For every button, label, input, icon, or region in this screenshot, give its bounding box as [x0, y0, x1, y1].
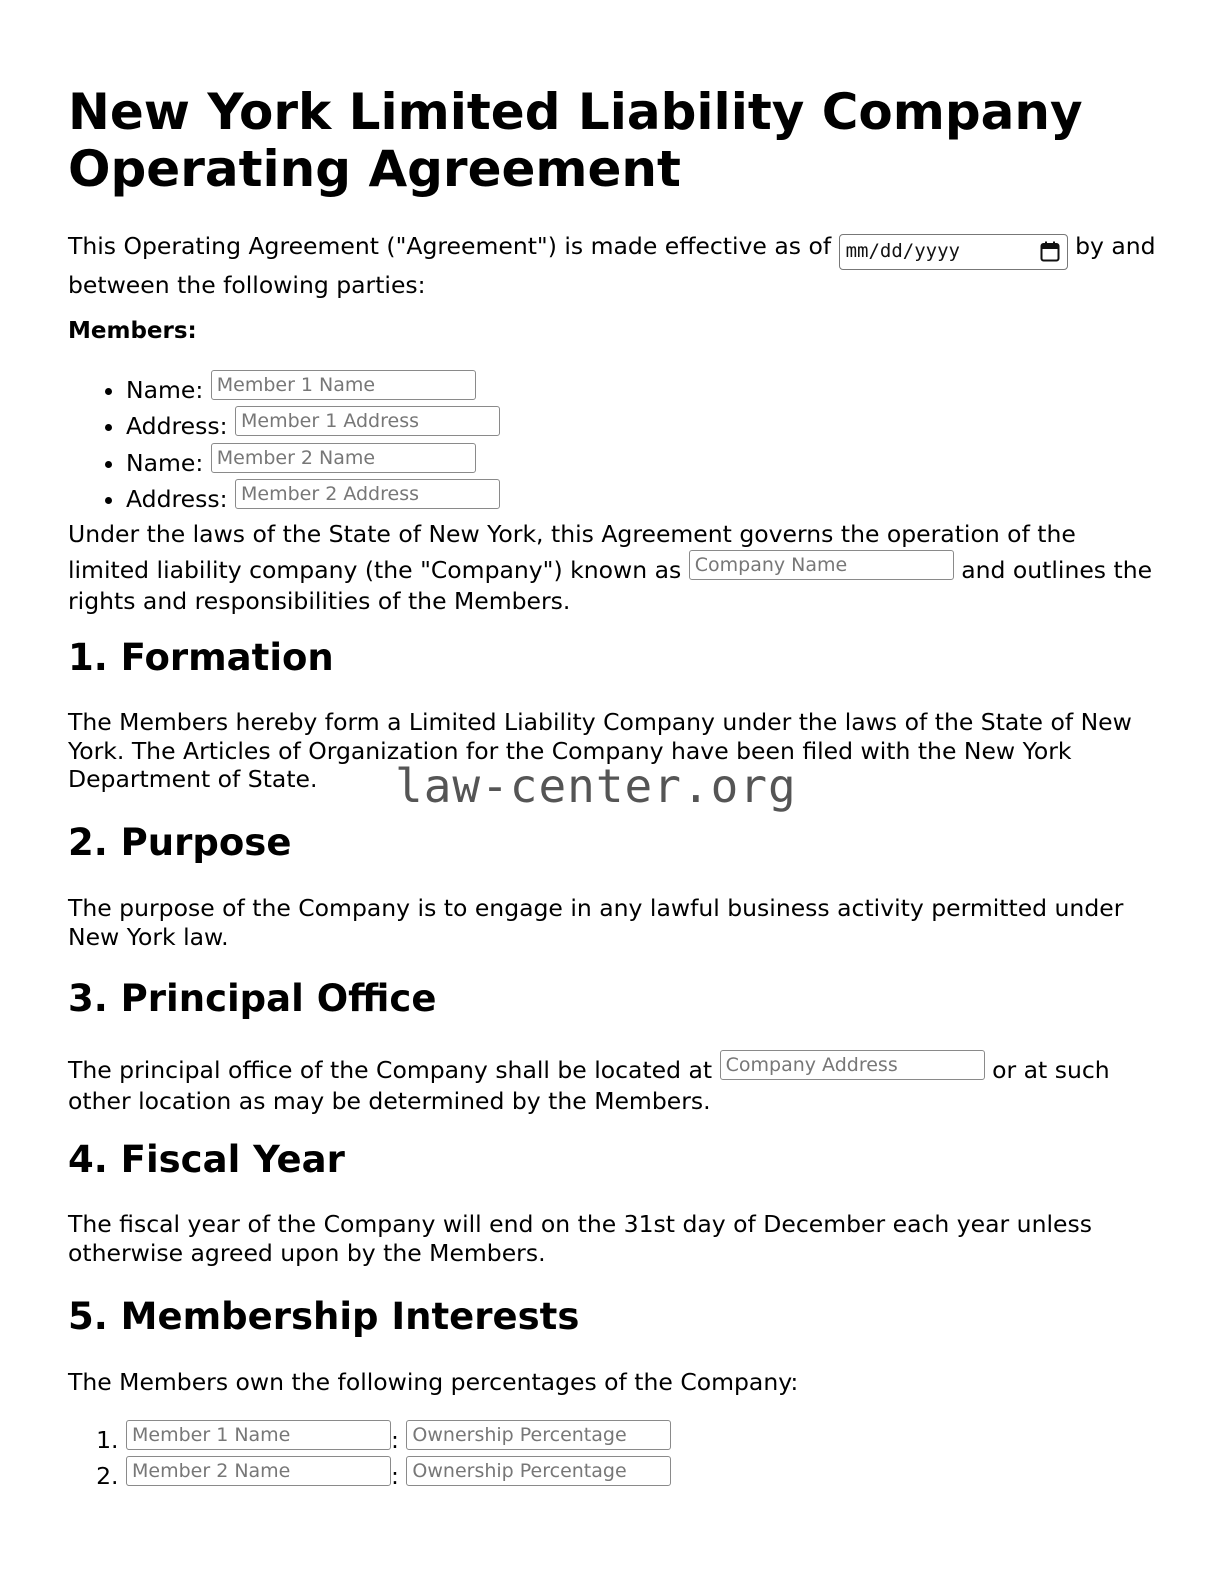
- principal-office-text-after: or at such other location as may be determined by the Members.: [68, 1056, 1110, 1115]
- member-1-name-input[interactable]: Member 1 Name: [211, 370, 476, 400]
- list-item: [126, 406, 500, 442]
- governance-paragraph: [68, 519, 1158, 617]
- intro-paragraph: [68, 231, 1158, 301]
- member-1-address-label: Address:: [126, 412, 228, 441]
- ownership-list: [68, 1420, 671, 1493]
- member-2-name-input[interactable]: Member 2 Name: [211, 443, 476, 473]
- section-heading-formation: 1. Formation: [68, 636, 334, 679]
- intro-text-after: by and between the following parties:: [68, 232, 1156, 299]
- ownership-separator: :: [391, 1426, 399, 1454]
- member-2-address-input[interactable]: Member 2 Address: [235, 479, 500, 509]
- page-title: New York Limited Liability Company Operating Agreement: [68, 83, 1083, 198]
- members-label: Members:: [68, 318, 197, 344]
- ownership-member-2-percentage-input[interactable]: Ownership Percentage: [406, 1456, 671, 1486]
- fiscal-year-text: The fiscal year of the Company will end on the 31st day of December each year unless otherwise agreed upon by the Members.: [68, 1210, 1092, 1267]
- governance-text-before: Under the laws of the State of New York, this Agreement governs the operation of the limited liability company (the "Company") known as: [68, 520, 1076, 584]
- member-1-name-label: Name:: [126, 376, 204, 404]
- company-address-input[interactable]: Company Address: [720, 1050, 985, 1080]
- section-heading-fiscal-year: 4. Fiscal Year: [68, 1138, 345, 1181]
- ownership-member-2-name-input[interactable]: Member 2 Name: [126, 1456, 391, 1486]
- effective-date-placeholder: mm/dd/yyyy: [845, 240, 960, 262]
- list-item: [126, 1420, 671, 1456]
- governance-text-after: and outlines the rights and responsibilities of the Members.: [68, 556, 1153, 615]
- member-2-address-label: Address:: [126, 484, 228, 513]
- membership-interests-text: The Members own the following percentages of the Company:: [68, 1368, 799, 1396]
- principal-office-text-before: The principal office of the Company shall be located at: [68, 1056, 713, 1084]
- list-item: [126, 1456, 671, 1492]
- member-2-name-label: Name:: [126, 448, 204, 477]
- ownership-separator: :: [391, 1462, 399, 1491]
- member-1-address-input[interactable]: Member 1 Address: [235, 406, 500, 436]
- section-heading-membership-interests: 5. Membership Interests: [68, 1295, 580, 1338]
- ownership-member-1-name-input[interactable]: Member 1 Name: [126, 1420, 391, 1450]
- purpose-text: The purpose of the Company is to engage in any lawful business activity permitted under New York law.: [68, 894, 1124, 951]
- section-heading-purpose: 2. Purpose: [68, 821, 292, 864]
- section-heading-principal-office: 3. Principal Office: [68, 977, 437, 1020]
- list-item: [126, 479, 500, 515]
- members-list: [68, 370, 500, 515]
- list-item: [126, 370, 500, 406]
- effective-date-input[interactable]: [839, 234, 1068, 270]
- watermark: law-center.org: [395, 759, 797, 813]
- calendar-icon[interactable]: [1040, 241, 1060, 262]
- intro-text-before: This Operating Agreement ("Agreement") is made effective as of: [68, 232, 832, 260]
- company-name-input[interactable]: Company Name: [689, 550, 954, 580]
- list-item: [126, 443, 500, 479]
- principal-office-paragraph: [68, 1050, 1158, 1117]
- ownership-member-1-percentage-input[interactable]: Ownership Percentage: [406, 1420, 671, 1450]
- formation-text: The Members hereby form a Limited Liability Company under the laws of the State of New York. The Articles of Organization for the Company have been filed with the New York Department of State.: [68, 708, 1132, 793]
